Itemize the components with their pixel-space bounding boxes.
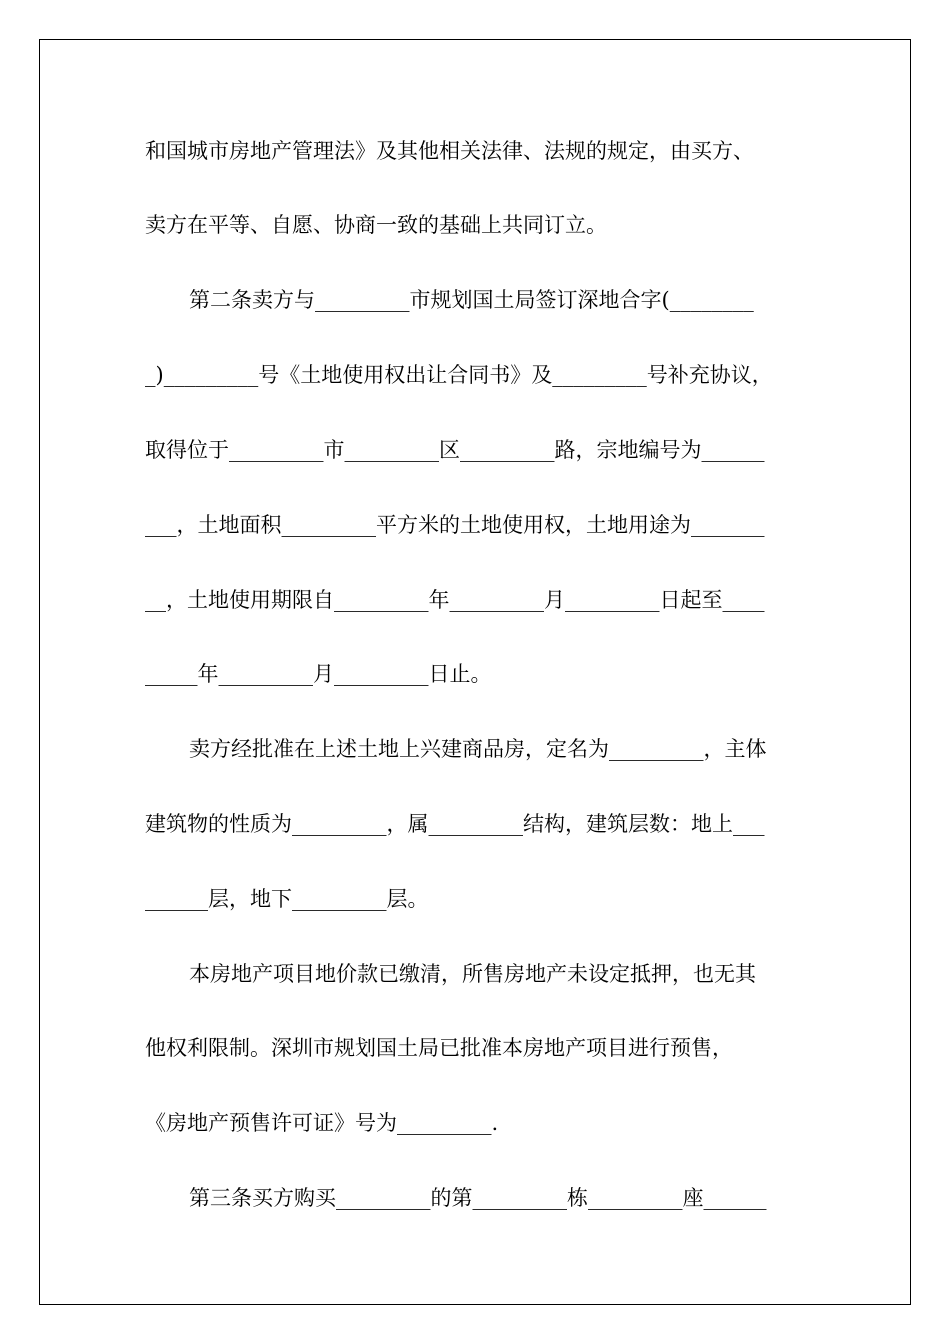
text-line: _____年_________月_________日止。 xyxy=(145,662,492,686)
text-line: 和国城市房地产管理法》及其他相关法律、法规的规定，由买方、 xyxy=(145,139,754,163)
paragraph-article-3: 第三条买方购买_________的第_________栋_________座______ xyxy=(189,1186,767,1210)
text-line: 《房地产预售许可证》号为_________. xyxy=(145,1111,499,1135)
text-line: _)_________号《土地使用权出让合同书》及_________号补充协议， xyxy=(145,363,773,387)
paragraph-land-price: 本房地产项目地价款已缴清，所售房地产未设定抵押，也无其 xyxy=(189,962,756,986)
text-line: 他权利限制。深圳市规划国土局已批准本房地产项目进行预售， xyxy=(145,1036,733,1060)
text-line: __，土地使用期限自_________年_________月_________日起至____ xyxy=(145,588,765,612)
text-line: 建筑物的性质为_________，属_________结构，建筑层数：地上___ xyxy=(145,812,765,836)
text-line: 取得位于_________市_________区_________路，宗地编号为______ xyxy=(145,438,765,462)
paragraph-building: 卖方经批准在上述土地上兴建商品房，定名为_________，主体 xyxy=(189,737,767,761)
text-line: ___，土地面积_________平方米的土地使用权，土地用途为_______ xyxy=(145,513,765,537)
text-line: ______层，地下_________层。 xyxy=(145,887,429,911)
paragraph-article-2: 第二条卖方与_________市规划国土局签订深地合字(________ xyxy=(189,288,754,312)
text-line: 卖方在平等、自愿、协商一致的基础上共同订立。 xyxy=(145,213,607,237)
